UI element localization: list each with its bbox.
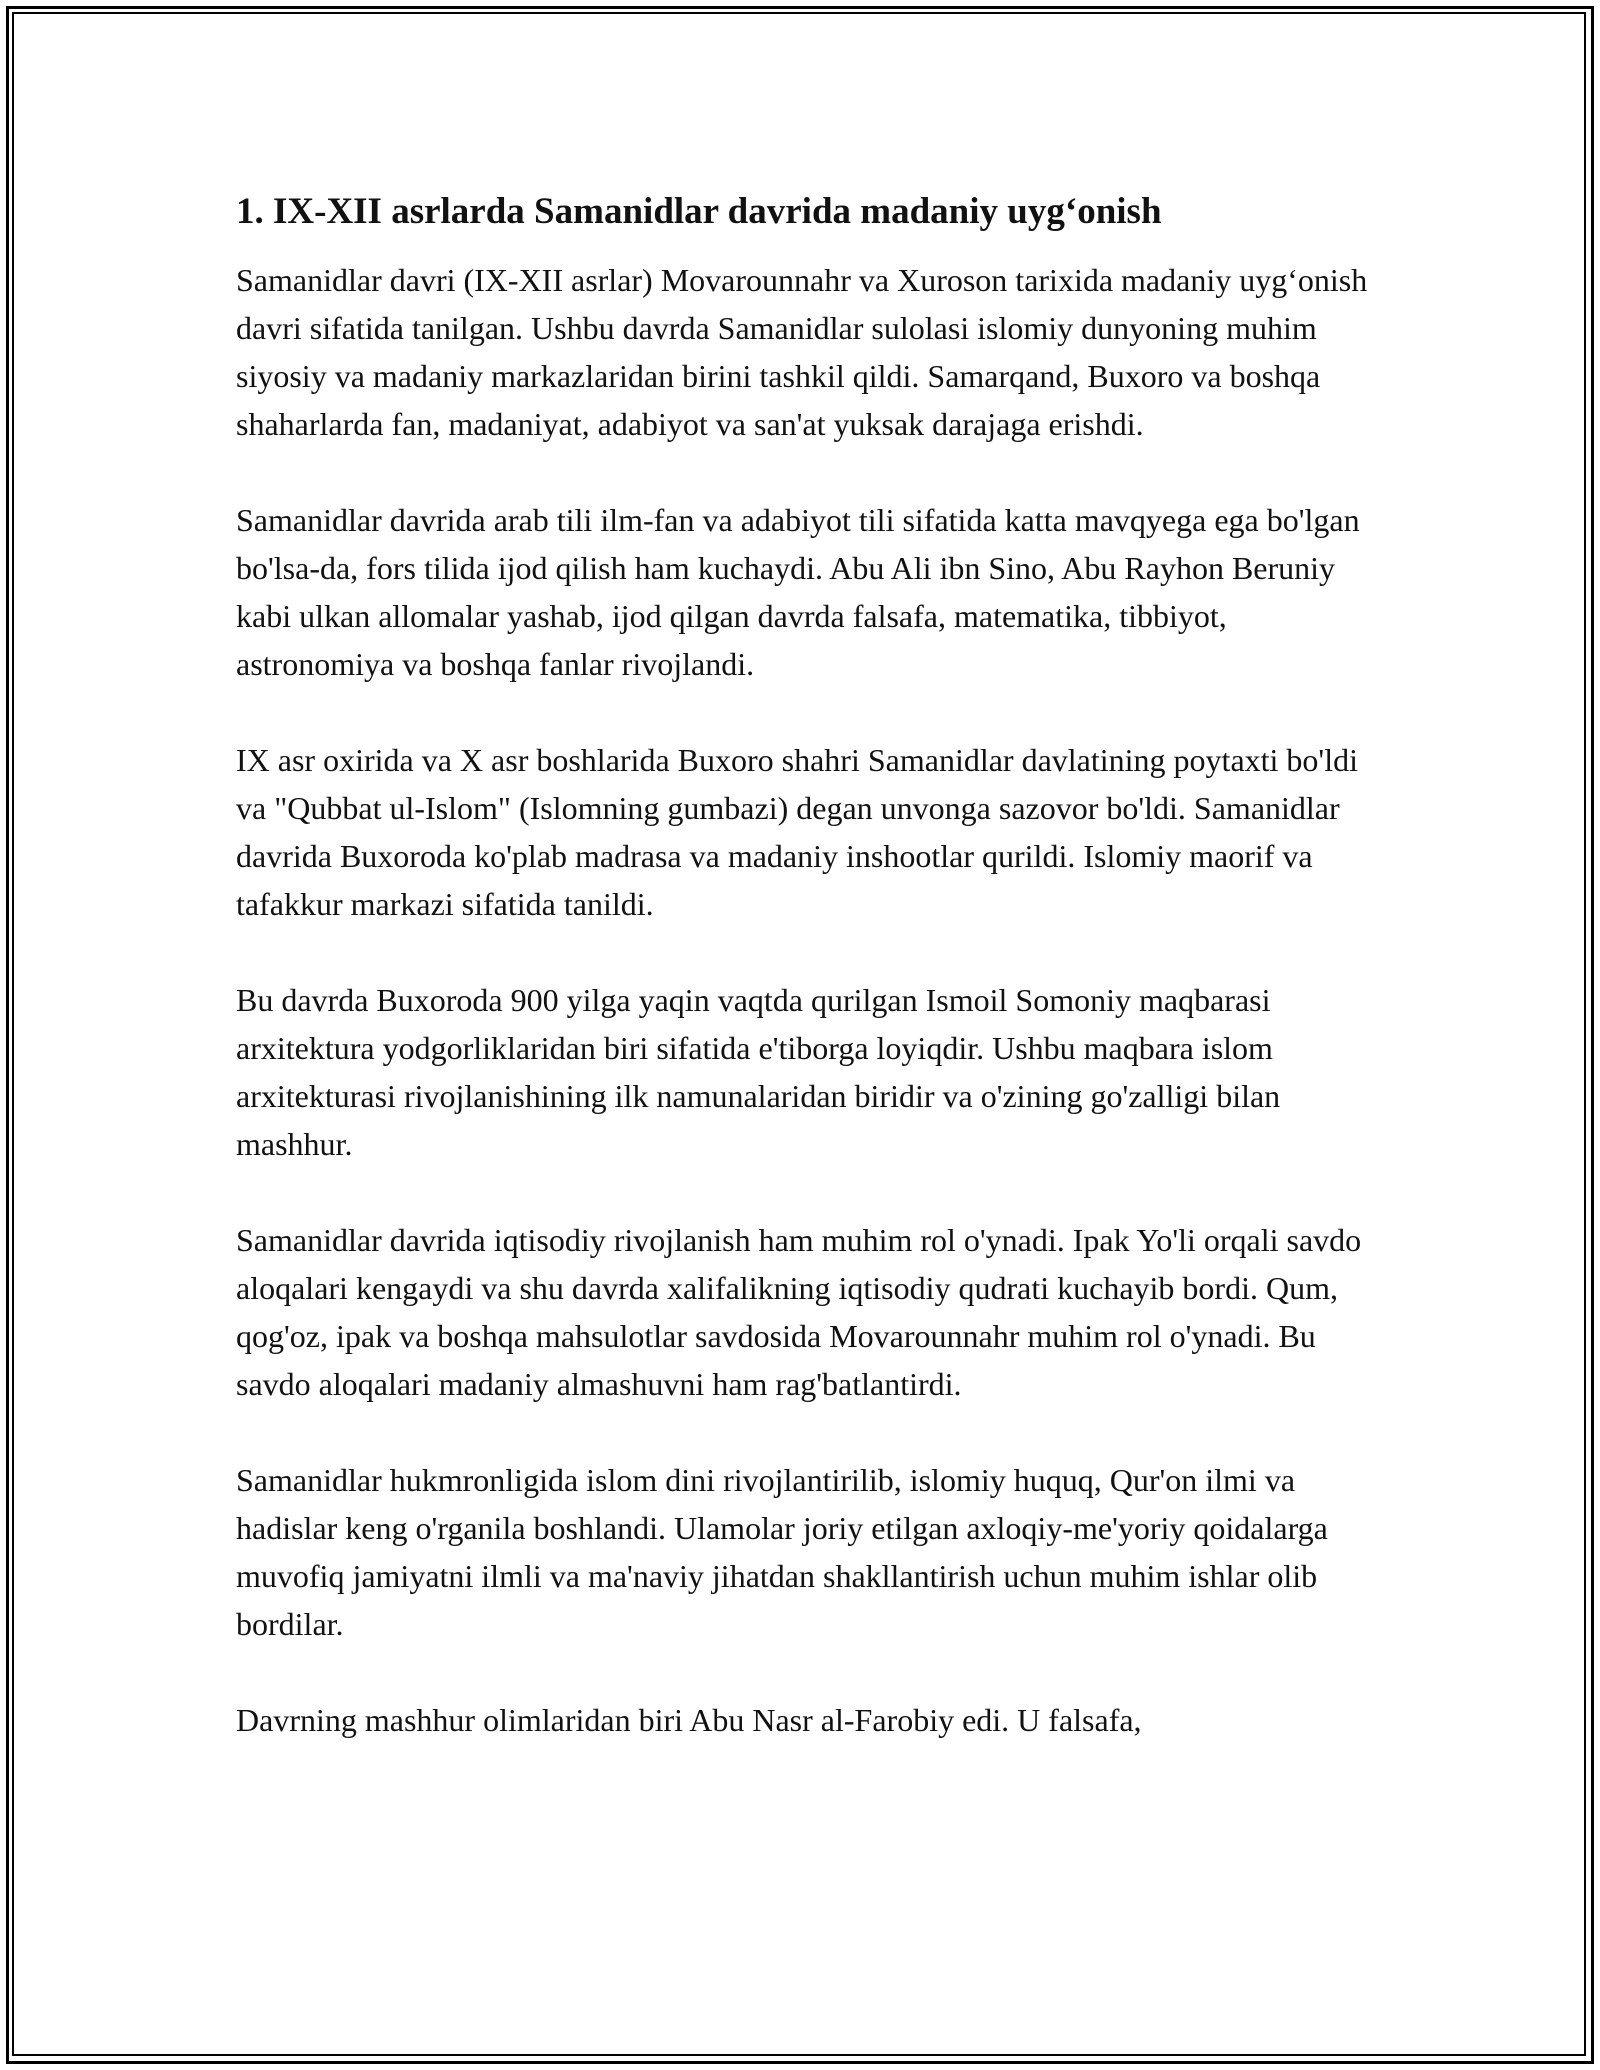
paragraph-3: IX asr oxirida va X asr boshlarida Buxoro shahri Samanidlar davlatining poytaxti bo'ldi va "Qubbat ul-Islom" (Islomning gumbazi) degan unvonga sazovor bo'ldi. Samanidlar davrida Buxoroda ko'plab madrasa va madaniy inshootlar qurildi. Islomiy maorif va tafakkur markazi sifatida tanildi. xyxy=(236,742,1358,922)
paragraph-2: Samanidlar davrida arab tili ilm-fan va adabiyot tili sifatida katta mavqyega ega bo'lgan bo'lsa-da, fors tilida ijod qilish ham kuchaydi. Abu Ali ibn Sino, Abu Rayhon Beruniy kabi ulkan allomalar yashab, ijod qilgan davrda falsafa, matematika, tibbiyot, astronomiya va boshqa fanlar rivojlandi. xyxy=(236,502,1360,682)
paragraph-7: Davrning mashhur olimlaridan biri Abu Nasr al-Farobiy edi. U falsafa, xyxy=(236,1702,1142,1738)
document-title: 1. IX-XII asrlarda Samanidlar davrida madaniy uyg‘onish xyxy=(236,191,1162,232)
document-body xyxy=(236,188,1376,1792)
paragraph-6: Samanidlar hukmronligida islom dini rivojlantirilib, islomiy huquq, Qur'on ilmi va hadislar keng o'rganila boshlandi. Ulamolar joriy etilgan axloqiy-me'yoriy qoidalarga muvofiq jamiyatni ilmli va ma'naviy jihatdan shakllantirish uchun muhim ishlar olib bordilar. xyxy=(236,1462,1328,1642)
paragraph-4: Bu davrda Buxoroda 900 yilga yaqin vaqtda qurilgan Ismoil Somoniy maqbarasi arxitektura yodgorliklaridan biri sifatida e'tiborga loyiqdir. Ushbu maqbara islom arxitekturasi rivojlanishining ilk namunalaridan biridir va o'zining go'zalligi bilan mashhur. xyxy=(236,982,1281,1162)
paragraph-5: Samanidlar davrida iqtisodiy rivojlanish ham muhim rol o'ynadi. Ipak Yo'li orqali savdo aloqalari kengaydi va shu davrda xalifalikning iqtisodiy qudrati kuchayib bordi. Qum, qog'oz, ipak va boshqa mahsulotlar savdosida Movarounnahr muhim rol o'ynadi. Bu savdo aloqalari madaniy almashuvni ham rag'batlantirdi. xyxy=(236,1222,1362,1402)
paragraph-1: Samanidlar davri (IX-XII asrlar) Movarounnahr va Xuroson tarixida madaniy uyg‘onish davri sifatida tanilgan. Ushbu davrda Samanidlar sulolasi islomiy dunyoning muhim siyosiy va madaniy markazlaridan birini tashkil qildi. Samarqand, Buxoro va boshqa shaharlarda fan, madaniyat, adabiyot va san'at yuksak darajaga erishdi. xyxy=(236,262,1368,442)
